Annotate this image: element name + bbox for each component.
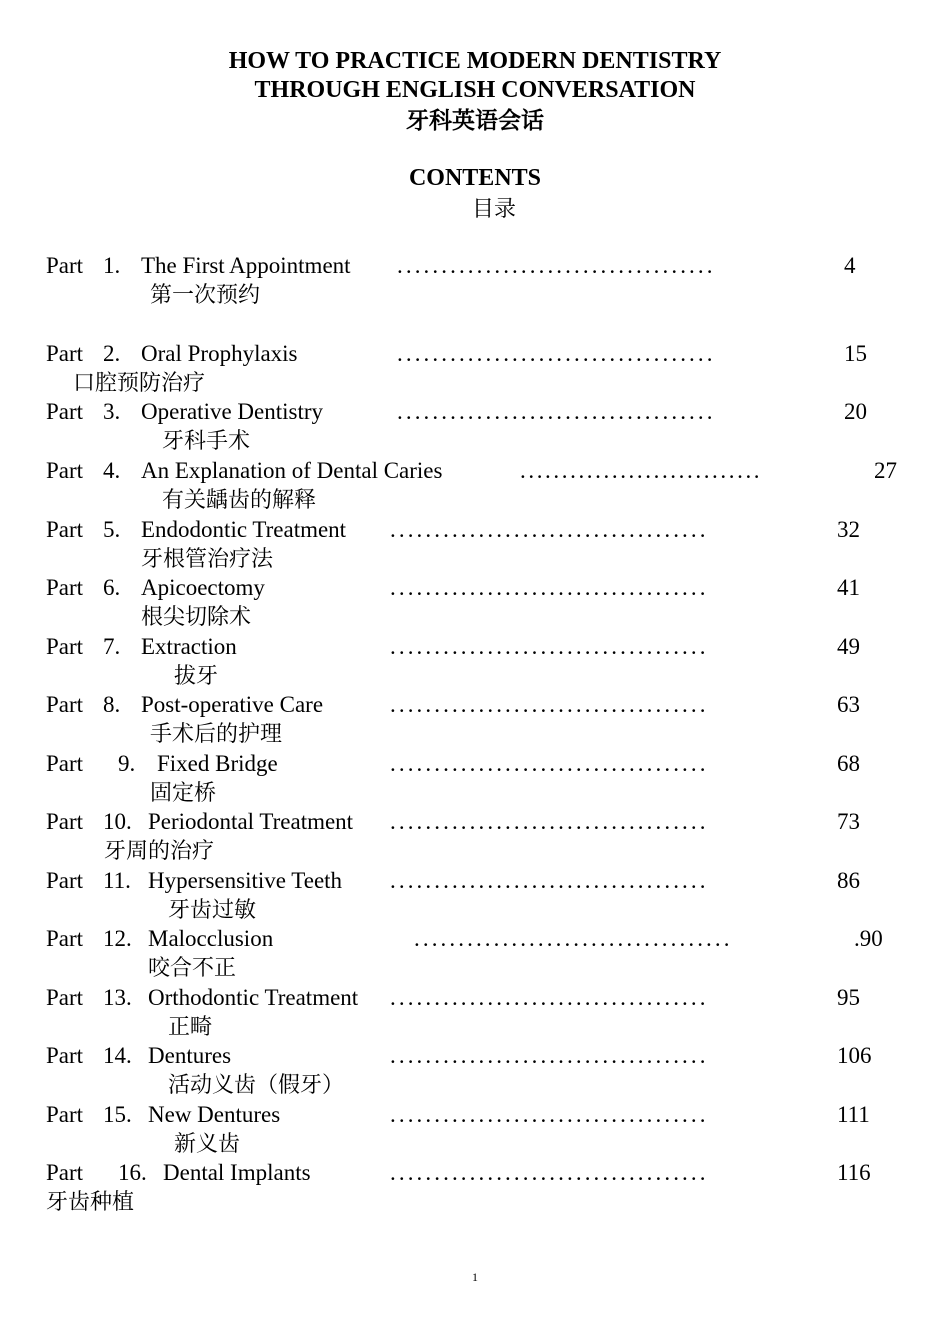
toc-title: Extraction: [141, 634, 237, 659]
toc-title-chinese: 口腔预防治疗: [73, 370, 206, 395]
toc-part-number: 4.: [103, 458, 121, 483]
toc-entry[interactable]: [0, 925, 950, 983]
toc-title: The First Appointment: [141, 253, 351, 278]
toc-page-number: .90: [854, 926, 883, 951]
toc-entry[interactable]: [0, 984, 950, 1042]
toc-page-number: 68: [837, 751, 860, 776]
toc-entry[interactable]: [0, 633, 950, 691]
toc-entry[interactable]: [0, 750, 950, 808]
toc-leader-dots: ....................................: [397, 399, 716, 424]
toc-title-chinese: 根尖切除术: [141, 604, 252, 629]
toc-part-number: 16.: [118, 1160, 147, 1185]
toc-part-label: Part: [46, 517, 84, 542]
toc-page-number: 95: [837, 985, 860, 1010]
toc-entry[interactable]: [0, 457, 950, 515]
toc-page-number: 20: [844, 399, 867, 424]
toc-part-number: 10.: [103, 809, 132, 834]
toc-page-number: 4: [844, 253, 856, 278]
toc-leader-dots: ....................................: [397, 253, 716, 278]
toc-title-chinese: 牙齿过敏: [168, 897, 257, 922]
toc-entry[interactable]: [0, 867, 950, 925]
toc-page-number: 49: [837, 634, 860, 659]
toc-title: An Explanation of Dental Caries: [141, 458, 443, 483]
toc-leader-dots: ....................................: [390, 517, 709, 542]
toc-leader-dots: ....................................: [390, 1102, 709, 1127]
toc-page-number: 116: [837, 1160, 871, 1185]
page-number: 1: [472, 1270, 478, 1284]
toc-part-number: 2.: [103, 341, 121, 366]
toc-entry[interactable]: [0, 252, 950, 310]
toc-part-number: 14.: [103, 1043, 132, 1068]
toc-title-chinese: 有关龋齿的解释: [162, 487, 317, 512]
toc-title-chinese: 牙周的治疗: [104, 838, 215, 863]
toc-part-label: Part: [46, 926, 84, 951]
toc-part-label: Part: [46, 341, 84, 366]
toc-part-label: Part: [46, 1102, 84, 1127]
toc-part-number: 13.: [103, 985, 132, 1010]
toc-entry[interactable]: [0, 691, 950, 749]
toc-title: Dental Implants: [163, 1160, 311, 1185]
document-title-line-2: THROUGH ENGLISH CONVERSATION: [254, 77, 696, 103]
toc-entry[interactable]: [0, 398, 950, 456]
toc-leader-dots: .............................: [520, 458, 763, 483]
toc-part-number: 9.: [118, 751, 136, 776]
toc-leader-dots: ....................................: [390, 809, 709, 834]
toc-part-number: 3.: [103, 399, 121, 424]
toc-title-chinese: 活动义齿（假牙）: [168, 1072, 345, 1097]
toc-title: Dentures: [148, 1043, 232, 1068]
toc-entry[interactable]: [0, 516, 950, 574]
toc-title-chinese: 第一次预约: [150, 282, 261, 307]
toc-part-label: Part: [46, 751, 84, 776]
toc-title-chinese: 牙科手术: [162, 428, 251, 453]
toc-title-chinese: 新义齿: [174, 1131, 241, 1156]
toc-page-number: 63: [837, 692, 860, 717]
toc-leader-dots: ....................................: [390, 634, 709, 659]
toc-part-number: 8.: [103, 692, 121, 717]
toc-page-number: 86: [837, 868, 860, 893]
toc-entry[interactable]: [0, 808, 950, 866]
toc-title-chinese: 牙齿种植: [46, 1189, 135, 1214]
toc-title: Periodontal Treatment: [148, 809, 354, 834]
toc-part-number: 15.: [103, 1102, 132, 1127]
toc-part-label: Part: [46, 868, 84, 893]
toc-title: Fixed Bridge: [157, 751, 278, 776]
contents-heading-chinese: 目录: [471, 196, 516, 221]
toc-entry[interactable]: [0, 1042, 950, 1100]
toc-part-label: Part: [46, 692, 84, 717]
toc-part-number: 12.: [103, 926, 132, 951]
toc-page-number: 27: [874, 458, 897, 483]
toc-page-number: 41: [837, 575, 860, 600]
contents-heading: CONTENTS: [408, 165, 542, 191]
toc-part-label: Part: [46, 458, 84, 483]
toc-page-number: 15: [844, 341, 867, 366]
toc-title-chinese: 固定桥: [150, 780, 217, 805]
toc-title: Oral Prophylaxis: [141, 341, 298, 366]
toc-page-number: 106: [837, 1043, 872, 1068]
toc-entry[interactable]: [0, 574, 950, 632]
toc-page-number: 111: [837, 1102, 870, 1127]
toc-page-number: 73: [837, 809, 860, 834]
toc-part-label: Part: [46, 985, 84, 1010]
toc-title: Endodontic Treatment: [141, 517, 347, 542]
toc-title: Hypersensitive Teeth: [148, 868, 343, 893]
toc-leader-dots: ....................................: [390, 985, 709, 1010]
toc-title-chinese: 拔牙: [174, 663, 219, 688]
toc-page-number: 32: [837, 517, 860, 542]
toc-title-chinese: 咬合不正: [148, 955, 237, 980]
toc-part-label: Part: [46, 634, 84, 659]
toc-title: Operative Dentistry: [141, 399, 324, 424]
toc-leader-dots: ....................................: [390, 868, 709, 893]
toc-leader-dots: ....................................: [414, 926, 733, 951]
toc-part-label: Part: [46, 1160, 84, 1185]
toc-part-label: Part: [46, 399, 84, 424]
toc-title: Apicoectomy: [141, 575, 265, 600]
toc-part-label: Part: [46, 809, 84, 834]
toc-part-number: 1.: [103, 253, 121, 278]
toc-entry[interactable]: [0, 340, 950, 398]
toc-title-chinese: 手术后的护理: [150, 721, 283, 746]
toc-title-chinese: 牙根管治疗法: [141, 546, 274, 571]
toc-leader-dots: ....................................: [390, 1043, 709, 1068]
toc-title: New Dentures: [148, 1102, 281, 1127]
toc-title: Malocclusion: [148, 926, 274, 951]
toc-leader-dots: ....................................: [390, 575, 709, 600]
toc-title: Post-operative Care: [141, 692, 324, 717]
toc-title-chinese: 正畸: [168, 1014, 213, 1039]
toc-title: Orthodontic Treatment: [148, 985, 359, 1010]
toc-part-number: 7.: [103, 634, 121, 659]
toc-leader-dots: ....................................: [397, 341, 716, 366]
toc-part-label: Part: [46, 1043, 84, 1068]
toc-part-label: Part: [46, 575, 84, 600]
toc-leader-dots: ....................................: [390, 1160, 709, 1185]
toc-entry[interactable]: [0, 1101, 950, 1159]
toc-part-label: Part: [46, 253, 84, 278]
document-title-chinese: 牙科英语会话: [406, 108, 544, 133]
document-title-line-1: HOW TO PRACTICE MODERN DENTISTRY: [228, 48, 722, 74]
toc-entry[interactable]: [0, 1159, 950, 1217]
toc-leader-dots: ....................................: [390, 692, 709, 717]
toc-part-number: 5.: [103, 517, 121, 542]
toc-part-number: 11.: [103, 868, 131, 893]
toc-part-number: 6.: [103, 575, 121, 600]
toc-leader-dots: ....................................: [390, 751, 709, 776]
